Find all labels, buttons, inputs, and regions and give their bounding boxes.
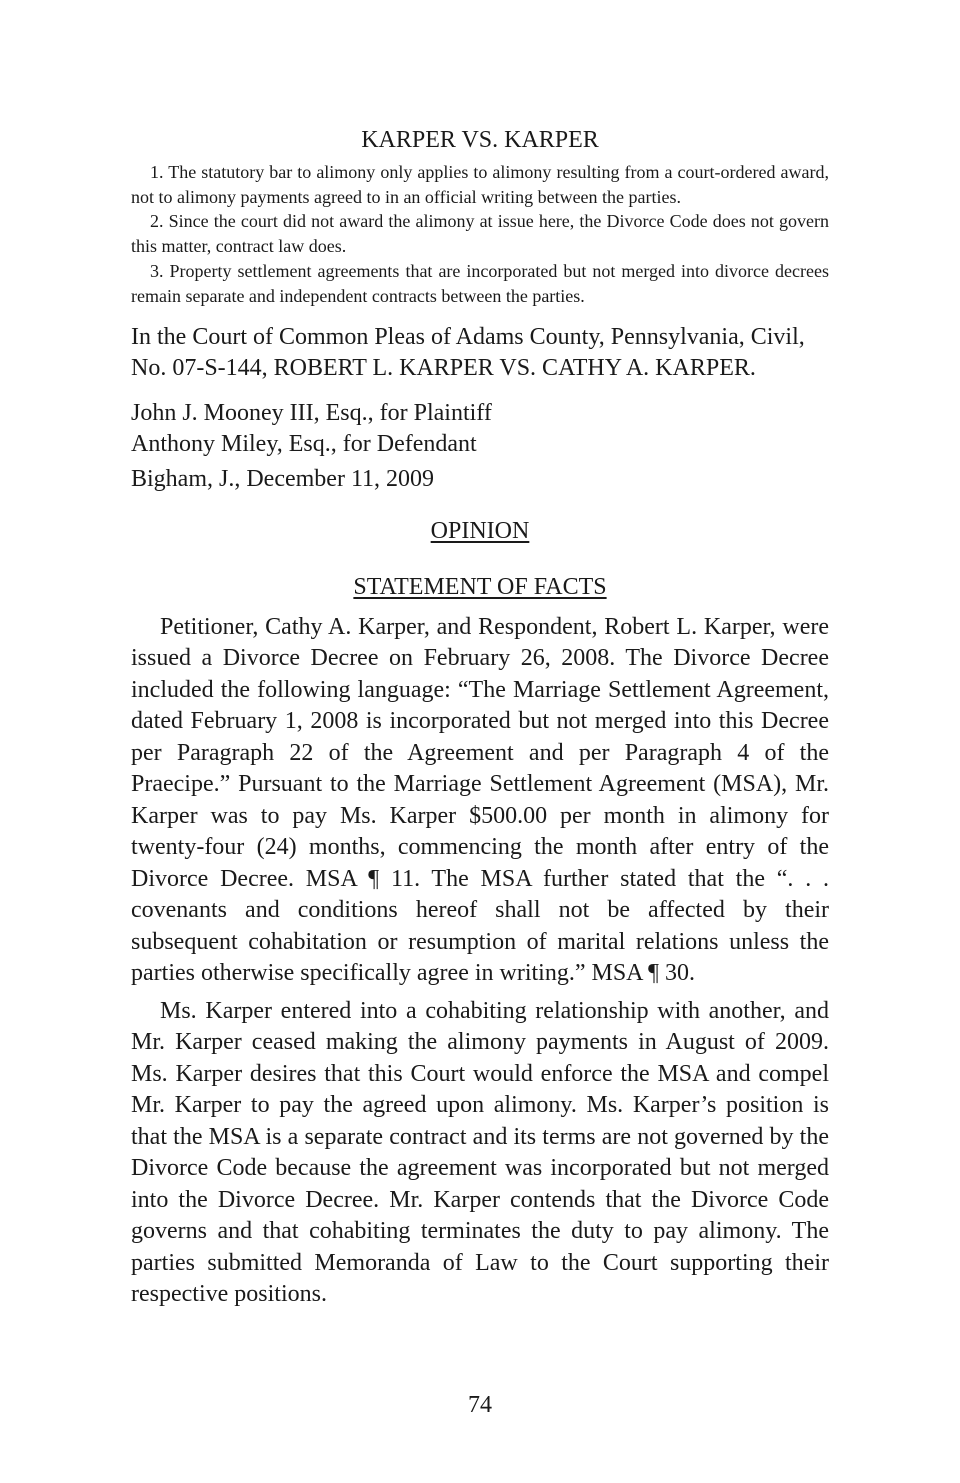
running-head: KARPER VS. KARPER: [361, 127, 599, 153]
facts-heading-text: STATEMENT OF FACTS: [353, 573, 607, 600]
facts-heading: [131, 572, 829, 602]
headnote-1: 1. The statutory bar to alimony only applies to alimony resulting from a court-ordered award, not to alimony payments agreed to in an official writing between the parties.: [131, 162, 829, 207]
opinion-body: [131, 612, 829, 1311]
case-caption: In the Court of Common Pleas of Adams County, Pennsylvania, Civil, No. 07-S-144, ROBERT L. KARPER VS. CATHY A. KARPER.: [131, 324, 805, 381]
counsel-defendant: Anthony Miley, Esq., for Defendant: [131, 430, 477, 457]
headnote-2: 2. Since the court did not award the alimony at issue here, the Divorce Code does not govern this matter, contract law does.: [131, 211, 829, 257]
counsel-plaintiff: John J. Mooney III, Esq., for Plaintiff: [131, 400, 492, 427]
body-paragraph: Ms. Karper entered into a cohabiting relationship with another, and Mr. Karper ceased making the alimony payments in August of 2009. Ms. Karper desires that this Court would enforce the MSA and compel Mr. Karper to pay the agreed upon alimony. Ms. Karper’s position is that the MSA is a separate contract and its terms are not governed by the Divorce Code because the agreement was incorporated but not merged into the Divorce Decree. Mr. Karper contends that the Divorce Code governs and that cohabiting terminates the duty to pay alimony. The parties submitted Memoranda of Law to the Court supporting their respective positions.: [131, 997, 829, 1308]
opinion-heading-text: OPINION: [430, 517, 530, 544]
opinion-heading: [131, 516, 829, 546]
headnotes: [131, 160, 829, 308]
judge-line: Bigham, J., December 11, 2009: [131, 466, 435, 493]
counsel-block: [131, 398, 829, 459]
page-number: 74: [468, 1392, 492, 1418]
body-paragraph: Petitioner, Cathy A. Karper, and Respondent, Robert L. Karper, were issued a Divorce Decree on February 26, 2008. The Divorce Decree included the following language: “The Marriage Settlement Agreement, dated February 1, 2008 is incorporated but not merged into this Decree per Paragraph 22 of the Agreement and per Paragraph 4 of the Praecipe.” Pursuant to the Marriage Settlement Agreement (MSA), Mr. Karper was to pay Ms. Karper $500.00 per month in alimony for twenty-four (24) months, commencing the month after entry of the Divorce Decree. MSA ¶ 11. The MSA further stated that the “. . . covenants and conditions hereof shall not be affected by their subsequent cohabitation or resumption of marital relations unless the parties otherwise specifically agree in writing.” MSA ¶ 30.: [131, 613, 829, 987]
page-content: [131, 124, 829, 1311]
headnote-3: 3. Property settlement agreements that are incorporated but not merged into divorce decrees remain separate and independent contracts between the parties.: [131, 260, 829, 306]
